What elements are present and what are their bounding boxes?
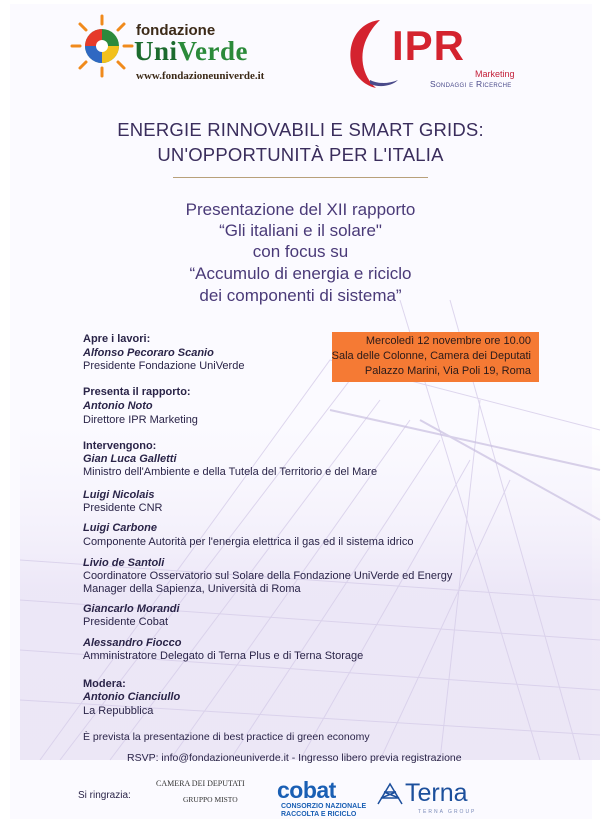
ipr-swoosh-icon — [340, 14, 400, 94]
ipr-wordmark: IPR — [392, 22, 466, 69]
subtitle-line-1: Presentazione del XII rapporto — [185, 200, 416, 219]
univerde-fondazione: fondazione — [136, 22, 216, 39]
speaker-2-role: Presidente CNR — [83, 502, 163, 514]
present-role: Direttore IPR Marketing — [83, 414, 198, 426]
open-label: Apre i lavori: — [83, 333, 151, 345]
univerde-url: www.fondazioneuniverde.it — [136, 70, 265, 82]
speaker-1-name: Gian Luca Galletti — [83, 453, 177, 465]
present-label: Presenta il rapporto: — [83, 386, 191, 398]
subtitle-line-2: “Gli italiani e il solare" — [219, 221, 382, 240]
subtitle-line-5: dei componenti di sistema” — [199, 286, 402, 305]
event-date: Mercoledì 12 novembre ore 10.00 — [365, 335, 531, 347]
terna-group-label: TERNA GROUP — [418, 809, 477, 815]
gruppo-misto-label: GRUPPO MISTO — [183, 795, 238, 804]
speaker-4-name: Livio de Santoli — [83, 557, 165, 569]
cobat-logo: cobat — [277, 777, 336, 803]
speakers-label: Intervengono: — [83, 440, 157, 452]
event-venue: Sala delle Colonne, Camera dei Deputati — [331, 350, 531, 362]
event-details-banner — [332, 332, 539, 382]
terna-logo: Terna — [405, 779, 468, 807]
title-divider — [173, 177, 428, 178]
cobat-sub-1: CONSORZIO NAZIONALE — [281, 803, 367, 810]
cobat-sub-2: RACCOLTA E RICICLO — [281, 811, 357, 818]
title-line-1: ENERGIE RINNOVABILI E SMART GRIDS: — [117, 119, 484, 140]
open-role: Presidente Fondazione UniVerde — [83, 360, 245, 372]
speaker-3-name: Luigi Carbone — [83, 522, 157, 534]
moderator-role: La Repubblica — [83, 705, 154, 717]
present-name: Antonio Noto — [83, 400, 153, 412]
thanks-label: Si ringrazia: — [78, 790, 131, 801]
moderator-name: Antonio Cianciullo — [83, 691, 181, 703]
terna-pylon-icon — [376, 782, 404, 806]
speaker-2-name: Luigi Nicolais — [83, 489, 155, 501]
rsvp-note: RSVP: info@fondazioneuniverde.it - Ingresso libero previa registrazione — [127, 752, 462, 764]
subtitle-line-3: con focus su — [252, 242, 349, 261]
camera-deputati-label: CAMERA DEI DEPUTATI — [156, 779, 245, 788]
title-line-2: UN'OPPORTUNITÀ PER L'ITALIA — [157, 144, 444, 165]
open-name: Alfonso Pecoraro Scanio — [83, 347, 214, 359]
speaker-5-role: Presidente Cobat — [83, 616, 168, 628]
speaker-6-name: Alessandro Fiocco — [83, 637, 182, 649]
ipr-tagline: Sondaggi e Ricerche — [430, 79, 512, 89]
sun-icon — [70, 14, 134, 78]
univerde-logo — [70, 12, 310, 82]
speaker-3-role: Componente Autorità per l'energia elettrica il gas ed il sistema idrico — [83, 536, 414, 548]
ipr-logo — [340, 14, 540, 94]
ipr-marketing: Marketing — [475, 69, 515, 79]
subtitle-line-4: “Accumulo di energia e riciclo — [189, 264, 412, 283]
moderator-label: Modera: — [83, 678, 126, 690]
practice-note: È prevista la presentazione di best practice di green economy — [83, 731, 370, 743]
univerde-name: UniVerde — [134, 36, 249, 66]
speaker-4-role-2: Manager della Sapienza, Università di Roma — [83, 583, 301, 595]
event-address: Palazzo Marini, Via Poli 19, Roma — [364, 365, 531, 377]
speaker-4-role-1: Coordinatore Osservatorio sul Solare della Fondazione UniVerde ed Energy — [83, 570, 453, 582]
speaker-1-role: Ministro dell'Ambiente e della Tutela del Territorio e del Mare — [83, 466, 378, 478]
speaker-5-name: Giancarlo Morandi — [83, 603, 180, 615]
speaker-6-role: Amministratore Delegato di Terna Plus e di Terna Storage — [83, 650, 364, 662]
